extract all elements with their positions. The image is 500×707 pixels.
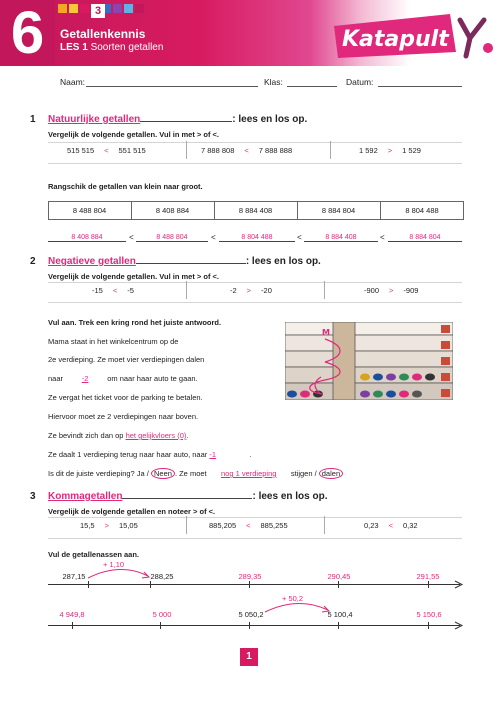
story-line-2: 2e verdieping. Ze moet vier verdiepingen dalen <box>48 355 205 364</box>
name-label: Naam: <box>60 77 86 87</box>
section-2-title <box>48 256 321 267</box>
story-answer-2[interactable]: het gelijkvloers (0) <box>125 431 187 440</box>
logo-text: Katapult <box>342 27 449 52</box>
color-swatch <box>80 4 89 13</box>
name-field[interactable] <box>86 86 258 87</box>
nl1-label: 288,25 <box>150 572 174 581</box>
story-line-8: Is dit de juiste verdieping? Ja / Neen . Ze moet nog 1 verdieping stijgen / dalen <box>48 469 343 478</box>
nl2-label: 5 100,4 <box>327 610 353 619</box>
class-field[interactable] <box>287 86 337 87</box>
s1-cmp-1-answer: < <box>104 146 109 155</box>
order-answer-2[interactable]: 8 488 804 <box>136 234 208 242</box>
section-1-instruction: Vergelijk de volgende getallen. Vul in met > of <. <box>48 130 220 139</box>
box-number: 8 408 884 <box>155 206 190 215</box>
color-swatch <box>58 4 67 13</box>
number-line-2 <box>48 625 460 626</box>
s2-cmp-2: -2 > -20 <box>230 286 272 295</box>
s2-cmp-3-answer: > <box>389 286 394 295</box>
numberline-instruction: Vul de getallenassen aan. <box>48 550 140 559</box>
section-3-fill: Kommagetallen <box>48 491 123 502</box>
story-answer-1[interactable]: -2 <box>81 374 89 383</box>
section-2-number: 2 <box>30 256 36 267</box>
nl2-answer[interactable]: 5 150,6 <box>416 610 442 619</box>
section-1-fill: Natuurlijke getallen <box>48 114 141 125</box>
section-1-number: 1 <box>30 114 36 125</box>
color-swatch <box>135 4 144 13</box>
s3-cmp-2-answer: < <box>246 521 251 530</box>
s3-cmp-2: 885,205 < 885,255 <box>209 521 288 530</box>
class-label: Klas: <box>264 77 283 87</box>
order-answer-5[interactable]: 8 884 804 <box>388 234 462 242</box>
order-lt-2: < <box>211 233 216 242</box>
s1-cmp-3-answer: > <box>387 146 393 155</box>
story-line-4: Ze vergat het ticket voor de parking te betalen. <box>48 393 203 402</box>
date-label: Datum: <box>346 77 374 87</box>
section-3-number: 3 <box>30 491 36 502</box>
s2-cmp-2-answer: > <box>246 286 252 295</box>
section-1-suffix: : lees en los op. <box>232 114 308 125</box>
order-answer-1[interactable]: 8 408 884 <box>48 234 126 242</box>
section-1-title <box>48 114 307 125</box>
color-swatch <box>69 4 78 13</box>
nl1-answer[interactable]: 291,55 <box>416 572 440 581</box>
slingshot-icon <box>460 20 484 56</box>
story-answer-3[interactable]: -1 <box>209 450 217 459</box>
box-number: 8 488 804 <box>72 206 107 215</box>
color-swatch <box>124 4 133 13</box>
s3-cmp-3-answer: < <box>388 521 393 530</box>
section-3-suffix: : lees en los op. <box>252 491 328 502</box>
s1-cmp-2: 7 888 808 < 7 888 888 <box>201 146 293 155</box>
section-3-title <box>48 491 328 502</box>
box-number: 8 884 408 <box>238 206 273 215</box>
number-line-1 <box>48 584 460 585</box>
story-line-1: Mama staat in het winkelcentrum op de <box>48 337 179 346</box>
arrow-right-icon <box>454 621 464 630</box>
story-line-5: Hiervoor moet ze 2 verdiepingen naar boven. <box>48 412 199 421</box>
s2-cmp-1-answer: < <box>112 286 118 295</box>
section-2-instruction: Vergelijk de volgende getallen. Vul in met > of <. <box>48 272 220 281</box>
box-number: 8 804 488 <box>405 206 439 215</box>
order-answer-3[interactable]: 8 804 488 <box>219 234 295 242</box>
nl2-label: 5 050,2 <box>238 610 264 619</box>
grade-number: 6 <box>0 0 55 66</box>
s1-cmp-3: 1 592 > 1 529 <box>359 146 421 155</box>
circled-dalen[interactable]: dalen <box>319 468 343 479</box>
s3-cmp-1-answer: > <box>104 521 109 530</box>
story-line-3: naar -2 om naar haar auto te gaan. <box>48 374 198 383</box>
story-line-7: Ze daalt 1 verdieping terug naar haar auto, naar -1 . <box>48 450 252 459</box>
order-lt-4: < <box>380 233 385 242</box>
building-sign: M <box>322 328 330 337</box>
box-number: 8 884 804 <box>321 206 356 215</box>
order-lt-3: < <box>297 233 302 242</box>
section-3-instruction: Vergelijk de volgende getallen en noteer > of <. <box>48 507 216 516</box>
lesson-title: Soorten getallen <box>90 42 164 53</box>
nl1-answer[interactable]: 290,45 <box>327 572 351 581</box>
nl2-answer[interactable]: 5 000 <box>152 610 172 619</box>
chapter-title: Getallenkennis <box>60 27 146 41</box>
story-instruction: Vul aan. Trek een kring rond het juiste antwoord. <box>48 318 222 327</box>
story-line-6: Ze bevindt zich dan op het gelijkvloers (0). <box>48 431 189 440</box>
page-number: 1 <box>240 648 258 666</box>
s1-cmp-1: 515 515 < 551 515 <box>67 146 146 155</box>
lesson-subtitle <box>60 42 163 53</box>
order-instruction: Rangschik de getallen van klein naar groot. <box>48 182 203 191</box>
katapult-logo <box>330 8 498 63</box>
logo-star-icon <box>483 43 493 53</box>
date-field[interactable] <box>378 86 462 87</box>
arrow-right-icon <box>454 580 464 589</box>
s3-cmp-3: 0,23 < 0,32 <box>364 521 418 530</box>
nl2-step-label: + 50,2 <box>282 594 304 603</box>
nl2-answer[interactable]: 4 949,8 <box>59 610 85 619</box>
s1-cmp-2-answer: < <box>244 146 249 155</box>
color-swatch <box>113 4 122 13</box>
nl1-answer[interactable]: 289,35 <box>238 572 262 581</box>
section-2-fill: Negatieve getallen <box>48 256 136 267</box>
story-answer-4[interactable]: nog 1 verdieping <box>220 469 277 478</box>
s2-cmp-1: -15 < -5 <box>92 286 134 295</box>
lesson-badge: 3 <box>91 4 105 18</box>
order-answer-4[interactable]: 8 884 408 <box>304 234 378 242</box>
s3-cmp-1: 15,5 > 15,05 <box>80 521 138 530</box>
lesson-label: LES 1 <box>60 42 88 53</box>
order-lt-1: < <box>129 233 134 242</box>
s2-cmp-3: -900 > -909 <box>364 286 419 295</box>
nl1-label: 287,15 <box>62 572 86 581</box>
section-2-suffix: : lees en los op. <box>245 256 321 267</box>
circled-neen[interactable]: Neen <box>151 468 175 479</box>
nl1-step-label: + 1,10 <box>103 560 125 569</box>
shopping-center-illustration <box>285 322 453 400</box>
